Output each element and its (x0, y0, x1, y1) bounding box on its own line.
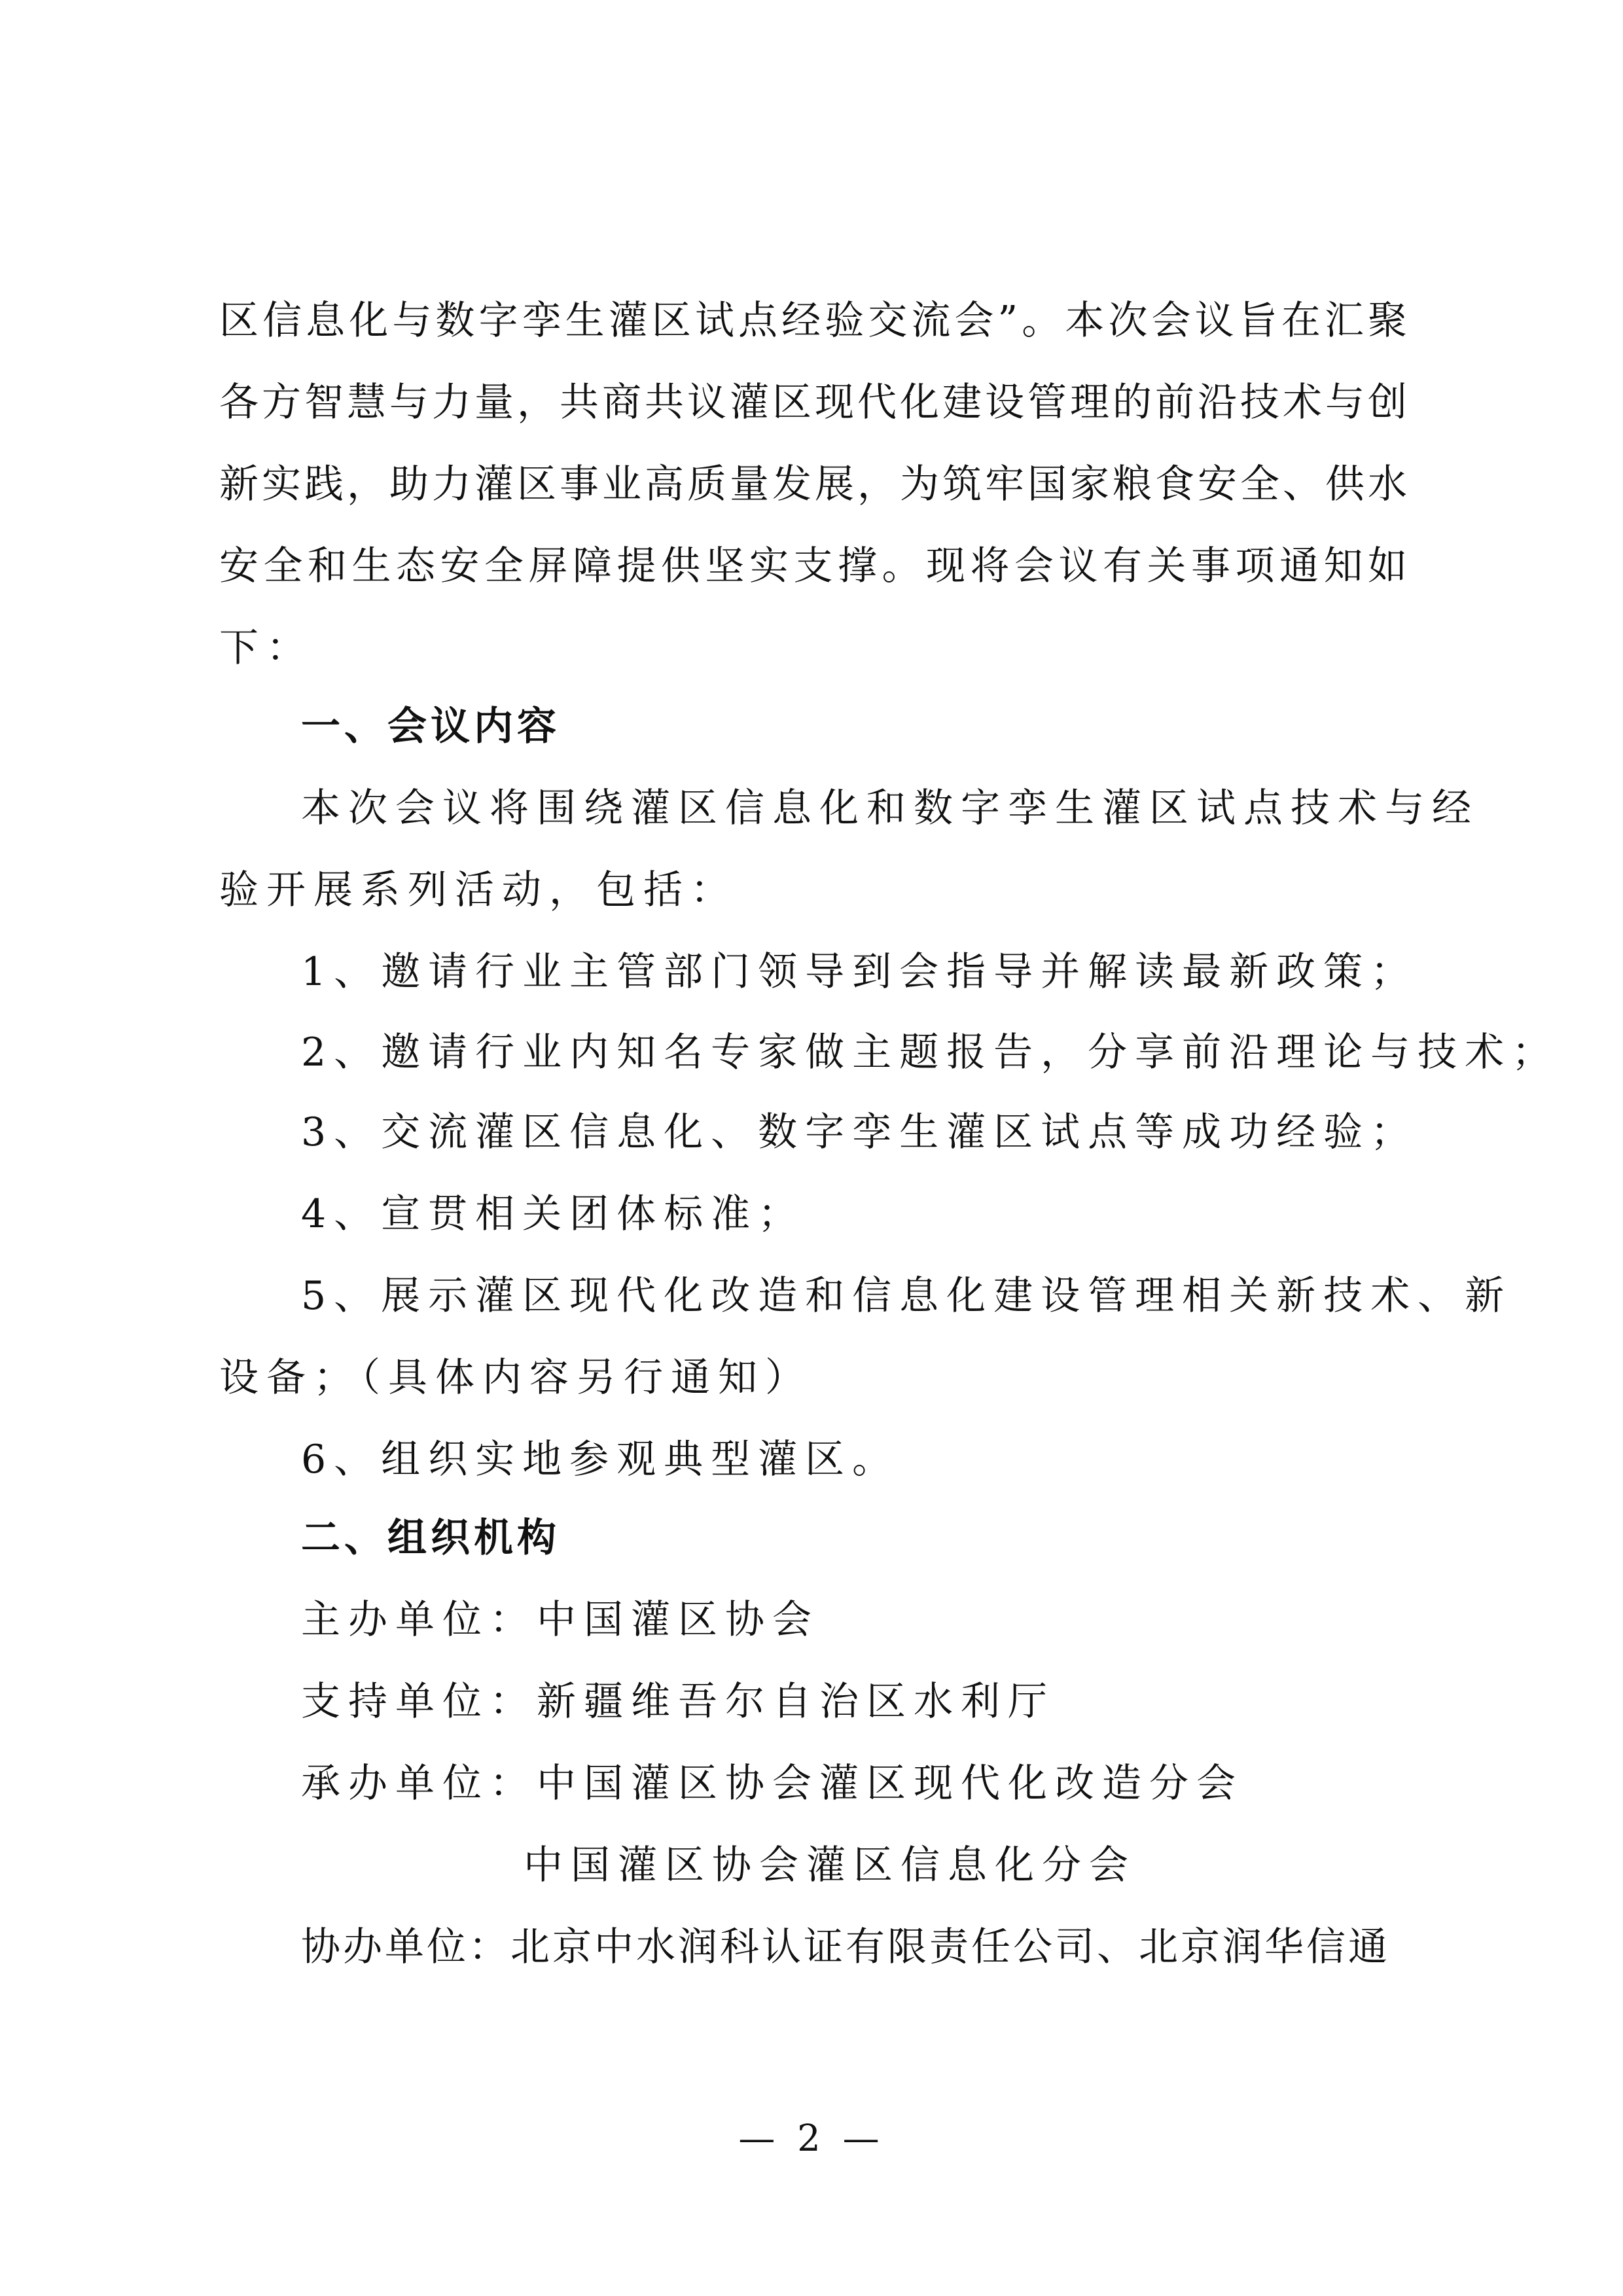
organizer-unit: 承办单位：中国灌区协会灌区现代化改造分会 (301, 1761, 1243, 1806)
paragraph-line: 区信息化与数字孪生灌区试点经验交流会”。本次会议旨在汇聚 (219, 298, 1407, 344)
paragraph-line: 各方智慧与力量，共商共议灌区现代化建设管理的前沿技术与创 (219, 380, 1407, 425)
paragraph-line: 验开展系列活动，包括： (219, 867, 738, 913)
list-item: 6、组织实地参观典型灌区。 (301, 1437, 900, 1482)
list-item: 5、展示灌区现代化改造和信息化建设管理相关新技术、新 (301, 1273, 1512, 1319)
section-heading: 一、会议内容 (301, 704, 560, 749)
paragraph-line: 安全和生态安全屏障提供坚实支撑。现将会议有关事项通知如 (219, 543, 1407, 589)
co-organizer-unit: 协办单位：北京中水润科认证有限责任公司、北京润华信通 (301, 1924, 1390, 1970)
support-unit: 支持单位：新疆维吾尔自治区水利厅 (301, 1679, 1055, 1725)
list-item: 3、交流灌区信息化、数字孪生灌区试点等成功经验； (301, 1109, 1418, 1155)
paragraph-line: 新实践，助力灌区事业高质量发展，为筑牢国家粮食安全、供水 (219, 461, 1407, 507)
paragraph-line: 下： (219, 625, 313, 671)
list-item: 2、邀请行业内知名专家做主题报告，分享前沿理论与技术； (301, 1030, 1560, 1075)
list-item: 1、邀请行业主管部门领导到会指导并解读最新政策； (301, 949, 1418, 995)
section-heading: 二、组织机构 (301, 1515, 560, 1561)
list-item: 4、宣贯相关团体标准； (301, 1191, 806, 1237)
paragraph-line: 本次会议将围绕灌区信息化和数字孪生灌区试点技术与经 (301, 785, 1479, 831)
host-unit: 主办单位：中国灌区协会 (301, 1597, 819, 1643)
page-number: — 2 — (738, 2117, 885, 2160)
list-item: 设备；（具体内容另行通知） (219, 1355, 812, 1401)
organizer-unit-2: 中国灌区协会灌区信息化分会 (524, 1842, 1136, 1888)
